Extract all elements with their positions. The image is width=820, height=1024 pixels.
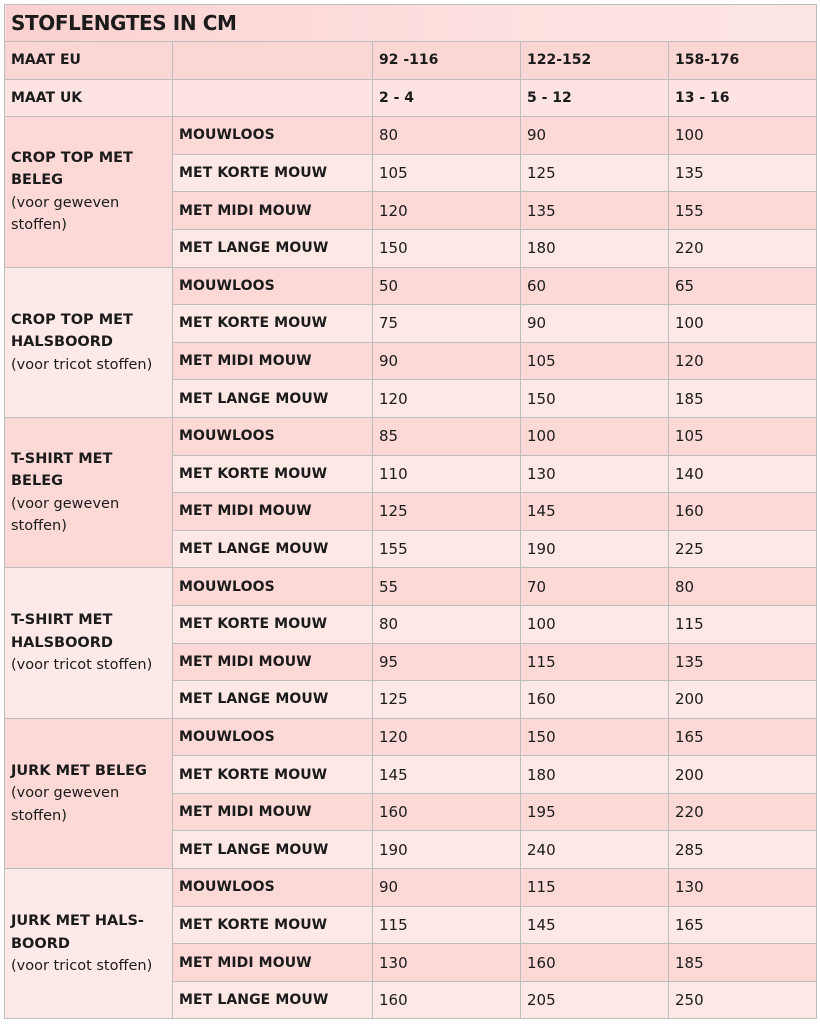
length-value-cell: 115 [669, 605, 817, 643]
length-value-cell: 100 [521, 417, 669, 455]
sleeve-type-cell: MOUWLOOS [173, 568, 373, 606]
fabric-note-line: stoffen) [11, 217, 67, 234]
length-value-cell: 85 [373, 417, 521, 455]
sleeve-type-cell: MET KORTE MOUW [173, 455, 373, 493]
sleeve-type-cell: MOUWLOOS [173, 267, 373, 305]
length-value-cell: 145 [521, 906, 669, 944]
length-value-cell: 165 [669, 906, 817, 944]
garment-group-cell [5, 267, 173, 417]
length-value-cell: 125 [521, 154, 669, 192]
length-value-cell: 110 [373, 455, 521, 493]
length-value-cell: 135 [669, 154, 817, 192]
length-value-cell: 50 [373, 267, 521, 305]
length-value-cell: 125 [373, 681, 521, 719]
length-value-cell: 55 [373, 568, 521, 606]
sleeve-type-cell: MOUWLOOS [173, 417, 373, 455]
length-value-cell: 115 [521, 643, 669, 681]
length-value-cell: 120 [373, 192, 521, 230]
table-row [5, 417, 817, 455]
length-value-cell: 220 [669, 229, 817, 267]
garment-name-line: HALSBOORD [11, 334, 113, 350]
length-value-cell: 80 [373, 117, 521, 155]
sleeve-type-cell: MET KORTE MOUW [173, 154, 373, 192]
header-label-eu: MAAT EU [5, 42, 173, 80]
fabric-length-sheet [4, 4, 816, 1019]
sleeve-type-cell: MET MIDI MOUW [173, 944, 373, 982]
garment-name-line: CROP TOP MET [11, 149, 133, 166]
length-value-cell: 90 [521, 117, 669, 155]
garment-name-line: CROP TOP MET [11, 311, 133, 328]
length-value-cell: 90 [373, 869, 521, 907]
garment-name-line: BELEG [11, 172, 64, 189]
fabric-length-table [4, 4, 817, 1019]
garment-name-line: HALSBOORD [11, 634, 113, 651]
fabric-note-line: (voor tricot stoffen) [11, 657, 153, 674]
length-value-cell: 80 [669, 568, 817, 606]
table-row [5, 568, 817, 606]
length-value-cell: 195 [521, 793, 669, 831]
garment-group-cell [5, 869, 173, 1019]
length-value-cell: 150 [521, 380, 669, 418]
length-value-cell: 165 [669, 718, 817, 756]
length-value-cell: 120 [373, 718, 521, 756]
sleeve-type-cell: MET LANGE MOUW [173, 530, 373, 568]
length-value-cell: 100 [521, 605, 669, 643]
fabric-note-line: (voor tricot stoffen) [11, 958, 153, 974]
size-eu-3: 158-176 [669, 42, 817, 80]
length-value-cell: 180 [521, 756, 669, 794]
sleeve-type-cell: MET KORTE MOUW [173, 305, 373, 343]
garment-group-cell [5, 718, 173, 868]
garment-group-cell [5, 568, 173, 718]
length-value-cell: 130 [521, 455, 669, 493]
length-value-cell: 120 [373, 380, 521, 418]
length-value-cell: 155 [669, 192, 817, 230]
fabric-note-line: (voor geweven [11, 495, 120, 512]
length-value-cell: 160 [373, 981, 521, 1019]
fabric-note-line: stoffen) [11, 807, 67, 824]
length-value-cell: 160 [521, 681, 669, 719]
length-value-cell: 115 [373, 906, 521, 944]
length-value-cell: 140 [669, 455, 817, 493]
length-value-cell: 80 [373, 605, 521, 643]
garment-name-line: T-SHIRT MET [11, 612, 113, 629]
length-value-cell: 115 [521, 869, 669, 907]
fabric-note-line: (voor tricot stoffen) [11, 356, 153, 373]
sleeve-type-cell: MOUWLOOS [173, 117, 373, 155]
length-value-cell: 125 [373, 493, 521, 531]
sleeve-type-cell: MET LANGE MOUW [173, 681, 373, 719]
sleeve-type-cell: MET KORTE MOUW [173, 906, 373, 944]
length-value-cell: 185 [669, 380, 817, 418]
length-value-cell: 160 [669, 493, 817, 531]
length-value-cell: 220 [669, 793, 817, 831]
length-value-cell: 150 [521, 718, 669, 756]
sleeve-type-cell: MET KORTE MOUW [173, 756, 373, 794]
garment-name-line: BELEG [11, 473, 64, 490]
length-value-cell: 100 [669, 305, 817, 343]
length-value-cell: 190 [521, 530, 669, 568]
size-eu-2: 122-152 [521, 42, 669, 80]
header-empty-cell [173, 79, 373, 117]
length-value-cell: 75 [373, 305, 521, 343]
sleeve-type-cell: MET LANGE MOUW [173, 380, 373, 418]
sleeve-type-cell: MOUWLOOS [173, 869, 373, 907]
length-value-cell: 205 [521, 981, 669, 1019]
header-empty-cell [173, 42, 373, 80]
length-value-cell: 105 [373, 154, 521, 192]
length-value-cell: 60 [521, 267, 669, 305]
length-value-cell: 185 [669, 944, 817, 982]
size-uk-1: 2 - 4 [373, 79, 521, 117]
sleeve-type-cell: MET MIDI MOUW [173, 342, 373, 380]
sleeve-type-cell: MET MIDI MOUW [173, 643, 373, 681]
sleeve-type-cell: MET LANGE MOUW [173, 981, 373, 1019]
length-value-cell: 135 [669, 643, 817, 681]
length-value-cell: 70 [521, 568, 669, 606]
length-value-cell: 180 [521, 229, 669, 267]
length-value-cell: 90 [373, 342, 521, 380]
table-title: STOFLENGTES IN CM [5, 5, 817, 42]
garment-group-cell [5, 417, 173, 567]
header-row-uk [5, 79, 817, 117]
length-value-cell: 250 [669, 981, 817, 1019]
size-uk-3: 13 - 16 [669, 79, 817, 117]
sleeve-type-cell: MET LANGE MOUW [173, 831, 373, 869]
length-value-cell: 240 [521, 831, 669, 869]
sleeve-type-cell: MET LANGE MOUW [173, 229, 373, 267]
length-value-cell: 160 [521, 944, 669, 982]
garment-name-line: T-SHIRT MET [11, 450, 113, 467]
table-row [5, 267, 817, 305]
table-row [5, 718, 817, 756]
header-label-uk: MAAT UK [5, 79, 173, 117]
length-value-cell: 200 [669, 756, 817, 794]
size-uk-2: 5 - 12 [521, 79, 669, 117]
garment-name-line: JURK MET HALS- [11, 913, 144, 929]
length-value-cell: 105 [521, 342, 669, 380]
header-row-eu [5, 42, 817, 80]
length-value-cell: 105 [669, 417, 817, 455]
length-value-cell: 100 [669, 117, 817, 155]
length-value-cell: 155 [373, 530, 521, 568]
table-row [5, 117, 817, 155]
length-value-cell: 120 [669, 342, 817, 380]
length-value-cell: 200 [669, 681, 817, 719]
garment-name-line: JURK MET BELEG [11, 762, 147, 779]
sleeve-type-cell: MET MIDI MOUW [173, 192, 373, 230]
fabric-note-line: stoffen) [11, 518, 67, 535]
length-value-cell: 135 [521, 192, 669, 230]
length-value-cell: 145 [521, 493, 669, 531]
sleeve-type-cell: MET MIDI MOUW [173, 793, 373, 831]
length-value-cell: 90 [521, 305, 669, 343]
garment-name-line: BOORD [11, 935, 70, 952]
fabric-note-line: (voor geweven [11, 194, 120, 211]
length-value-cell: 190 [373, 831, 521, 869]
length-value-cell: 95 [373, 643, 521, 681]
length-value-cell: 65 [669, 267, 817, 305]
garment-group-cell [5, 117, 173, 267]
fabric-note-line: (voor geweven [11, 785, 120, 802]
length-value-cell: 150 [373, 229, 521, 267]
sleeve-type-cell: MOUWLOOS [173, 718, 373, 756]
sleeve-type-cell: MET KORTE MOUW [173, 605, 373, 643]
length-value-cell: 145 [373, 756, 521, 794]
table-row [5, 869, 817, 907]
length-value-cell: 160 [373, 793, 521, 831]
length-value-cell: 130 [373, 944, 521, 982]
size-eu-1: 92 -116 [373, 42, 521, 80]
length-value-cell: 225 [669, 530, 817, 568]
length-value-cell: 130 [669, 869, 817, 907]
length-value-cell: 285 [669, 831, 817, 869]
sleeve-type-cell: MET MIDI MOUW [173, 493, 373, 531]
